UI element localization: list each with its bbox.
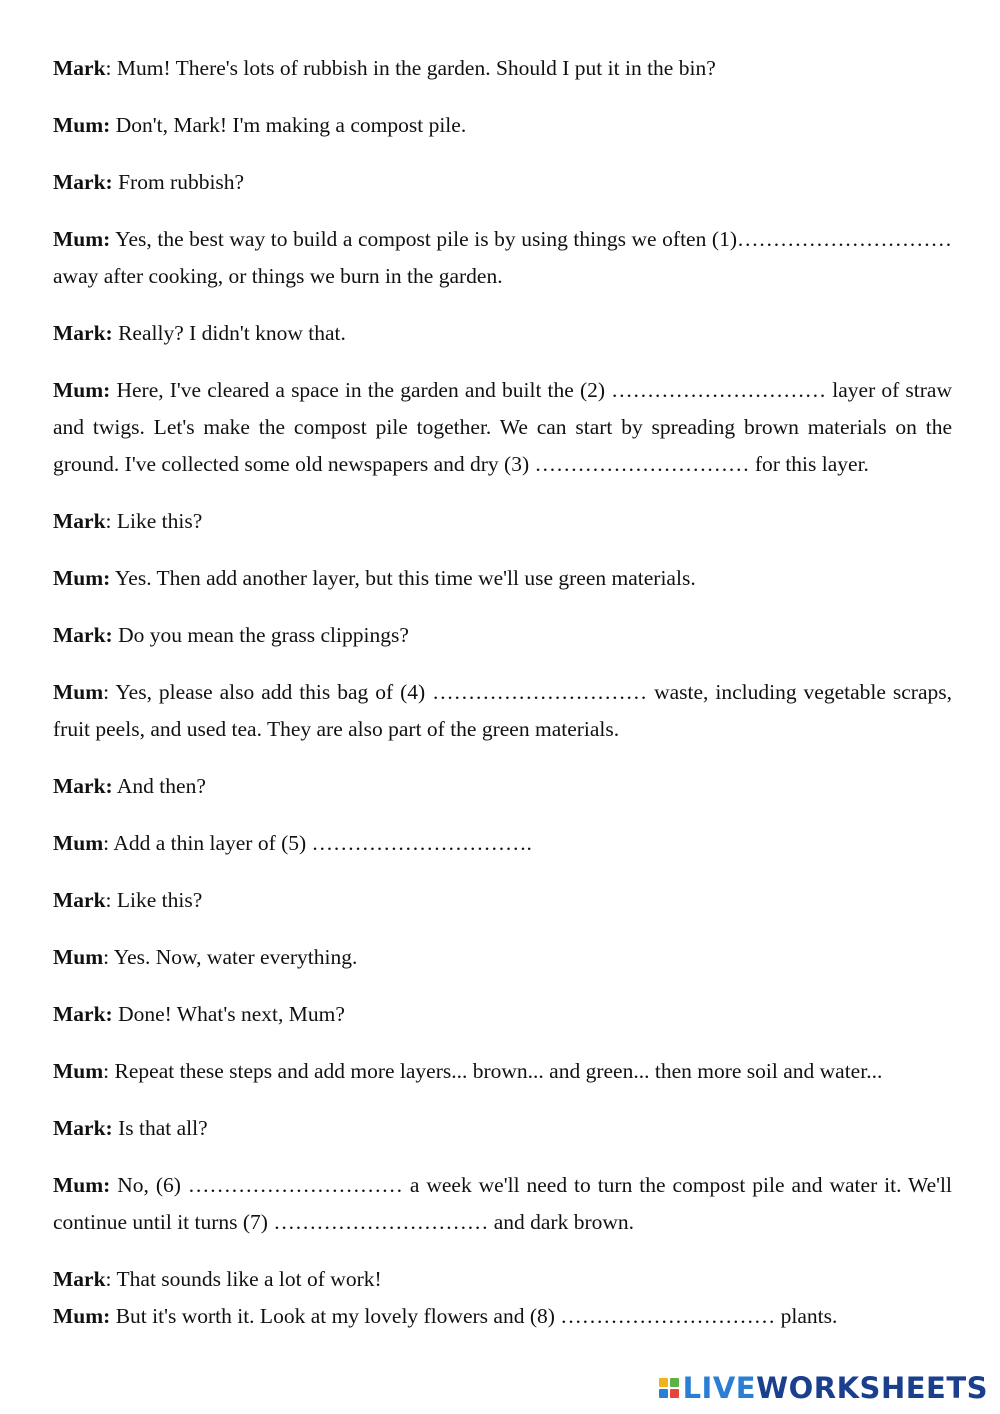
dialogue-line-8 bbox=[53, 560, 952, 597]
liveworksheets-logo-icon bbox=[659, 1378, 679, 1398]
dialogue-line-17 bbox=[53, 1110, 952, 1147]
dialogue-line-7: Mark: Like this? bbox=[53, 509, 203, 533]
dialogue-text-with-blanks-6-7: No, (6) ………………………… a week we'll need to turn the compost pile and water it. We'll continue until it turns (7) ………………………… and dark brown. bbox=[53, 1173, 952, 1234]
dialogue-text: Done! What's next, Mum? bbox=[118, 1002, 345, 1026]
dialogue-line-6 bbox=[53, 372, 952, 483]
dialogue-text-with-blank-8: But it's worth it. Look at my lovely flowers and (8) ………………………… plants. bbox=[115, 1304, 838, 1328]
speaker-name: Mum: bbox=[53, 1304, 111, 1328]
logo-square-green bbox=[670, 1378, 679, 1387]
dialogue-line-11 bbox=[53, 768, 952, 805]
speaker-name: Mum: bbox=[53, 227, 111, 251]
speaker-name: Mark bbox=[53, 1267, 106, 1291]
dialogue-text: Really? I didn't know that. bbox=[118, 321, 346, 345]
dialogue-line-2 bbox=[53, 107, 952, 144]
dialogue-text: From rubbish? bbox=[118, 170, 245, 194]
dialogue-line-13: Mark: Like this? bbox=[53, 888, 203, 912]
speaker-name: Mark: bbox=[53, 1116, 113, 1140]
speaker-name: Mark: bbox=[53, 623, 113, 647]
speaker-name: Mum bbox=[53, 680, 104, 704]
speaker-name: Mum bbox=[53, 831, 104, 855]
brand-worksheets: WORKSHEETS bbox=[756, 1371, 988, 1405]
dialogue-line-15 bbox=[53, 996, 952, 1033]
speaker-name: Mum: bbox=[53, 566, 111, 590]
dialogue-text: Yes. Then add another layer, but this time we'll use green materials. bbox=[114, 566, 696, 590]
dialogue-text: And then? bbox=[116, 774, 206, 798]
dialogue-text: Mum! There's lots of rubbish in the garden. Should I put it in the bin? bbox=[116, 56, 716, 80]
speaker-name: Mum: bbox=[53, 1173, 111, 1197]
liveworksheets-wordmark bbox=[683, 1371, 988, 1405]
dialogue-line-19: Mark: That sounds like a lot of work! bbox=[53, 1267, 382, 1291]
dialogue-line-20 bbox=[53, 1298, 952, 1335]
speaker-name: Mark bbox=[53, 888, 106, 912]
dialogue-text: Don't, Mark! I'm making a compost pile. bbox=[115, 113, 467, 137]
dialogue-line-9 bbox=[53, 617, 952, 654]
speaker-name: Mark bbox=[53, 56, 106, 80]
logo-square-yellow bbox=[659, 1378, 668, 1387]
dialogue-line-5 bbox=[53, 315, 952, 352]
speaker-name: Mark: bbox=[53, 1002, 113, 1026]
liveworksheets-logo bbox=[659, 1368, 988, 1408]
dialogue-line-1: Mark: Mum! There's lots of rubbish in the garden. Should I put it in the bin? bbox=[53, 56, 716, 80]
dialogue-text: Yes. Now, water everything. bbox=[113, 945, 358, 969]
dialogue-text: Do you mean the grass clippings? bbox=[118, 623, 409, 647]
brand-live: LIVE bbox=[682, 1371, 757, 1405]
dialogue-line-3 bbox=[53, 164, 952, 201]
dialogue-text: That sounds like a lot of work! bbox=[116, 1267, 382, 1291]
dialogue-line-12: Mum: Add a thin layer of (5) …………………………. bbox=[53, 831, 532, 855]
dialogue-text-with-blank-4: Yes, please also add this bag of (4) ………………………… waste, including vegetable scraps, fruit peels, and used tea. They are also part of the green materials. bbox=[53, 680, 952, 741]
worksheet-page bbox=[53, 50, 952, 1335]
dialogue-text-with-blank-1: Yes, the best way to build a compost pile is by using things we often (1)………………………… away after cooking, or things we burn in the garden. bbox=[53, 227, 952, 288]
logo-square-blue bbox=[659, 1389, 668, 1398]
dialogue-line-10: Mum: Yes, please also add this bag of (4) ………………………… waste, including vegetable scraps, fruit peels, and used tea. They are also part of the green materials. bbox=[53, 680, 952, 741]
speaker-name: Mark bbox=[53, 509, 106, 533]
speaker-name: Mum bbox=[53, 1059, 104, 1083]
dialogue-text: Like this? bbox=[116, 888, 203, 912]
speaker-name: Mark: bbox=[53, 321, 113, 345]
speaker-name: Mum bbox=[53, 945, 104, 969]
speaker-name: Mum: bbox=[53, 113, 111, 137]
speaker-name: Mark: bbox=[53, 774, 113, 798]
dialogue-text: Like this? bbox=[116, 509, 203, 533]
dialogue-line-14: Mum: Yes. Now, water everything. bbox=[53, 945, 358, 969]
speaker-name: Mum: bbox=[53, 378, 111, 402]
dialogue-text-with-blank-5: Add a thin layer of (5) …………………………. bbox=[113, 831, 532, 855]
speaker-name: Mark: bbox=[53, 170, 113, 194]
logo-square-red bbox=[670, 1389, 679, 1398]
dialogue-text: Repeat these steps and add more layers... brown... and green... then more soil and water... bbox=[114, 1059, 883, 1083]
dialogue-line-16: Mum: Repeat these steps and add more layers... brown... and green... then more soil and water... bbox=[53, 1059, 883, 1083]
dialogue-line-4 bbox=[53, 221, 952, 295]
dialogue-text: Is that all? bbox=[118, 1116, 208, 1140]
dialogue-text-with-blanks-2-3: Here, I've cleared a space in the garden and built the (2) ………………………… layer of straw and twigs. Let's make the compost pile together. We can start by spreading brown materials on the ground. I've collected some old newspapers and dry (3) ………………………… for this layer. bbox=[53, 378, 953, 476]
dialogue-line-18 bbox=[53, 1167, 952, 1241]
